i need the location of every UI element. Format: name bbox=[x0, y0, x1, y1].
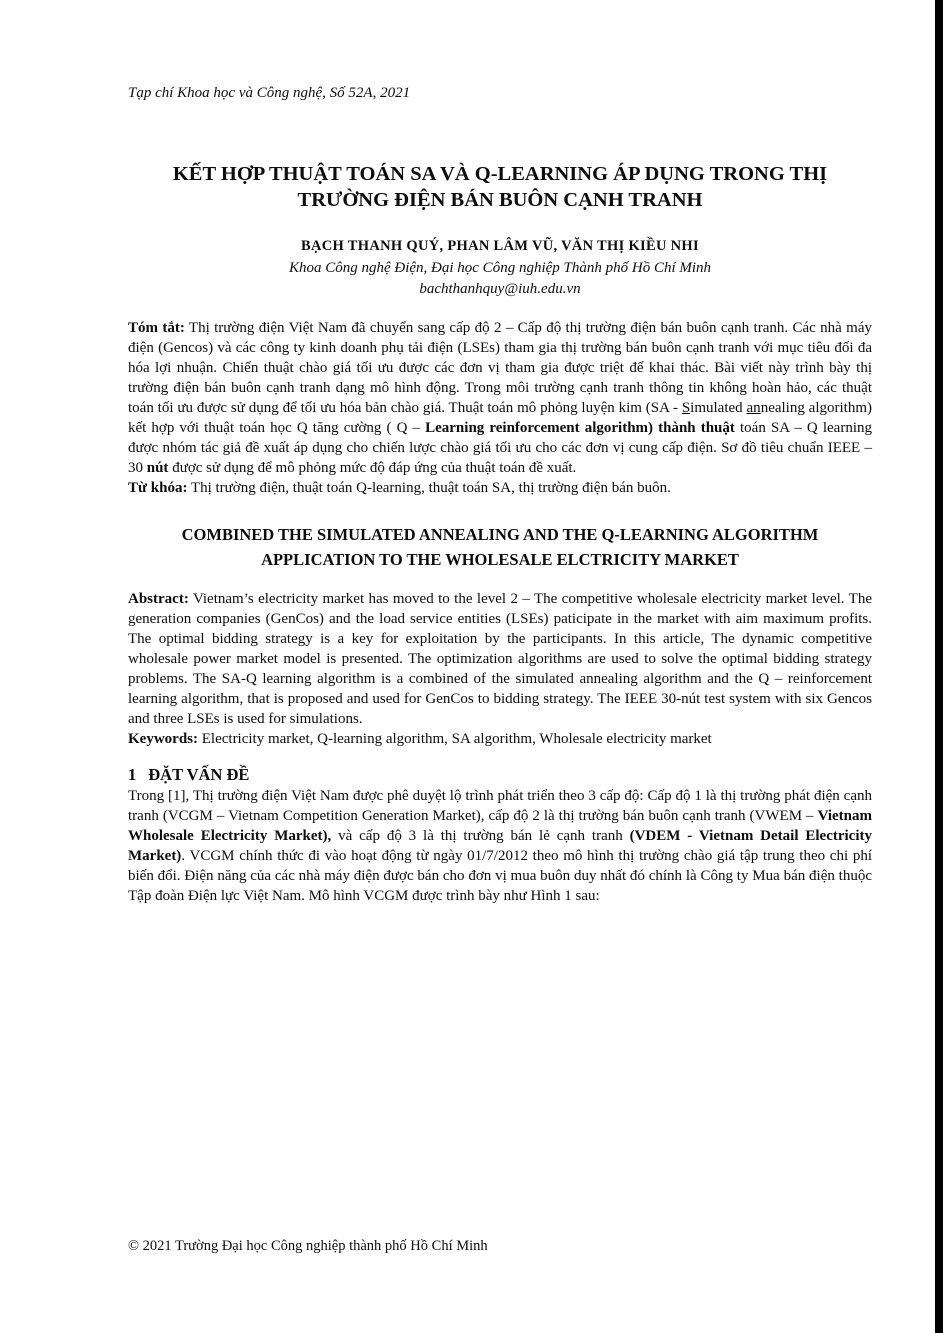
keywords-english bbox=[128, 729, 872, 749]
abstract-en-text: Vietnam’s electricity market has moved to the level 2 – The competitive wholesale electricity market level. The generation companies (GenCos) and the load service entities (LSEs) paticipate in the market with aim maximum profits. The optimal bidding strategy is a key for exploitation by the participants. In this article, The dynamic competitive wholesale power market model is presented. The optimization algorithms are used to solve the optimal bidding strategy problems. The SA-Q learning algorithm is a combined of the simulated annealing algorithm and the Q – reinforcement learning algorithm, that is proposed and used for GenCos to bidding strategy. The IEEE 30-nút test system with six Gencos and three LSEs is used for simulations. bbox=[128, 591, 872, 727]
abstract-vn-bold-1: Learning reinforcement algorithm) thành thuật bbox=[425, 420, 735, 436]
abstract-vn-text: được sử dụng để mô phỏng mức độ đáp ứng của thuật toán đề xuất. bbox=[168, 460, 577, 476]
keywords-vietnamese bbox=[128, 478, 872, 498]
abstract-en-label: Abstract: bbox=[128, 591, 189, 607]
section-1-paragraph bbox=[128, 786, 872, 906]
abstract-vn-text: Thị trường điện Việt Nam đã chuyển sang cấp độ 2 – Cấp độ thị trường điện bán buôn cạnh tranh. Các nhà máy điện (Gencos) và các công ty kinh doanh phụ tải điện (LSEs) tham gia thị trường bán buôn cạnh tranh với mục tiêu đối đa hóa lợi nhuận. Chiến thuật chào giá tối ưu được các đơn vị tham gia được triệt để khai thác. Bài viết này trình bày thị trường điện bán buôn cạnh tranh dạng mô hình động. Trong môi trường cạnh tranh thông tin không hoàn hảo, các thuật toán tối ưu được sử dụng để tối ưu hóa bản chào giá. Thuật toán mô phỏng luyện kim (SA - bbox=[128, 320, 872, 416]
journal-header: Tạp chí Khoa học và Công nghệ, Số 52A, 2021 bbox=[128, 85, 411, 101]
abstract-vietnamese bbox=[128, 318, 872, 478]
section-1-bold-2: (VDEM - Vietnam Detail Electricity Market) bbox=[128, 828, 872, 864]
section-1-title: ĐẶT VẤN ĐỀ bbox=[148, 765, 250, 784]
keywords-vn-label: Từ khóa: bbox=[128, 480, 188, 496]
abstract-vn-text: imulated bbox=[690, 400, 747, 416]
keywords-vn-text: Thị trường điện, thuật toán Q-learning, thuật toán SA, thị trường điện bán buôn. bbox=[187, 480, 671, 496]
section-1-text: . VCGM chính thức đi vào hoạt động từ ngày 01/7/2012 theo mô hình thị trường chào giá tập trung theo chi phí biến đổi. Điện năng của các nhà máy điện được bán cho đơn vị mua buôn duy nhất đó chính là Công ty Mua bán điện thuộc Tập đoàn Điện lực Việt Nam. Mô hình VCGM được trình bày như Hình 1 sau: bbox=[128, 848, 872, 904]
keywords-en-label: Keywords: bbox=[128, 731, 198, 747]
paper-title-english: COMBINED THE SIMULATED ANNEALING AND THE Q-LEARNING ALGORITHM APPLICATION TO THE WHOLESALE ELCTRICITY MARKET bbox=[181, 525, 819, 569]
scan-edge-bar bbox=[935, 0, 943, 1333]
affiliation-line: Khoa Công nghệ Điện, Đại học Công nghiệp Thành phố Hồ Chí Minh bbox=[288, 260, 712, 276]
page-content bbox=[128, 0, 872, 906]
keywords-en-text: Electricity market, Q-learning algorithm, SA algorithm, Wholesale electricity market bbox=[198, 731, 712, 747]
section-1-number: 1 bbox=[128, 765, 137, 784]
authors-line: BẠCH THANH QUÝ, PHAN LÂM VŨ, VĂN THỊ KIỀU NHI bbox=[301, 238, 699, 254]
abstract-vn-underline-2: an bbox=[746, 400, 761, 416]
section-1-text: và cấp độ 3 là thị trường bán lẻ cạnh tranh bbox=[331, 828, 630, 844]
section-1-bold-1: Vietnam Wholesale Electricity Market), bbox=[128, 808, 872, 844]
author-email: bachthanhquy@iuh.edu.vn bbox=[419, 281, 581, 297]
abstract-vn-text: nealing algorithm) kết hợp với thuật toán học Q tăng cường ( Q – bbox=[128, 400, 873, 436]
abstract-vn-underline-1: S bbox=[681, 400, 691, 416]
abstract-vn-text: toán SA – Q learning được nhóm tác giả đề xuất áp dụng cho chiến lược chào giá tối ưu cho các đơn vị cung cấp điện. Sơ đồ tiêu chuẩn IEEE – 30 bbox=[128, 420, 872, 476]
abstract-english bbox=[128, 589, 872, 729]
abstract-vn-bold-2: nút bbox=[146, 460, 169, 476]
copyright-footer: © 2021 Trường Đại học Công nghiệp thành phố Hồ Chí Minh bbox=[128, 1238, 488, 1254]
abstract-vn-label: Tóm tắt: bbox=[128, 320, 185, 336]
section-1-heading bbox=[128, 764, 872, 786]
paper-title-vietnamese: KẾT HỢP THUẬT TOÁN SA VÀ Q-LEARNING ÁP DỤNG TRONG THỊ TRƯỜNG ĐIỆN BÁN BUÔN CẠNH TRANH bbox=[172, 163, 828, 211]
section-1-text: Trong [1], Thị trường điện Việt Nam được phê duyệt lộ trình phát triển theo 3 cấp độ: Cấp độ 1 là thị trường phát điện cạnh tranh (VCGM – Vietnam Competition Generation Market), cấp độ 2 là thị trường bán buôn cạnh tranh (VWEM – bbox=[128, 788, 872, 824]
